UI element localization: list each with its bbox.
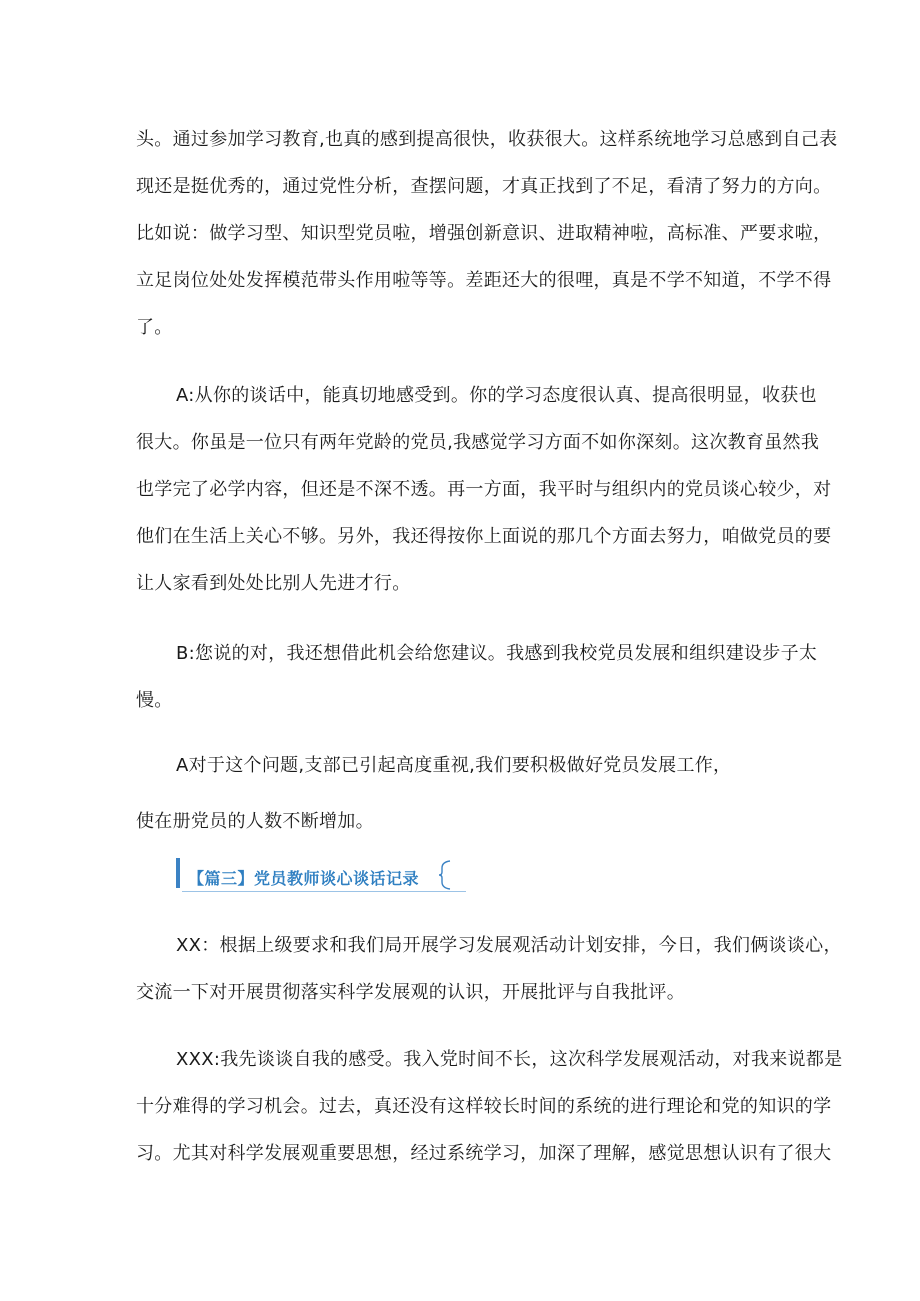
section-title: 【篇三】党员教师谈心谈话记录 [188,869,420,888]
paragraph-a-response [136,372,832,607]
text-line: 交流一下对开展贯彻落实科学发展观的认识，开展批评与自我批评。 [136,982,685,1003]
text-line: 使在册党员的人数不断增加。 [136,811,374,832]
text-line: B:您说的对，我还想借此机会给您建议。我感到我校党员发展和组织建设步子太 [176,643,818,664]
heading-accent-bar [176,858,180,888]
text-line: 立足岗位处处发挥模范带头作用啦等等。差距还大的很哩，真是不学不知道，不学不得 [136,270,832,291]
bracket-icon [438,860,452,890]
text-line: 他们在生活上关心不够。另外，我还得按你上面说的那几个方面去努力，咱做党员的要 [136,526,832,547]
text-line: A对于这个问题,支部已引起高度重视,我们要积极做好党员发展工作， [176,755,732,776]
text-line: 比如说：做学习型、知识型党员啦，增强创新意识、进取精神啦，高标准、严要求啦， [136,223,832,244]
text-line: 很大。你虽是一位只有两年党龄的党员,我感觉学习方面不如你深刻。这次教育虽然我 [136,432,820,453]
text-line: 习。尤其对科学发展观重要思想，经过系统学习，加深了理解，感觉思想认识有了很大 [136,1143,832,1164]
text-line: XXX:我先谈谈自我的感受。我入党时间不长，这次科学发展观活动，对我来说都是 [176,1049,843,1070]
paragraph-a-reply-continued [136,798,786,845]
text-line: 了。 [136,317,173,338]
text-line: 十分难得的学习机会。过去，真还没有这样较长时间的系统的进行理论和党的知识的学 [136,1096,832,1117]
section-heading [176,858,466,894]
heading-underline [182,891,466,892]
text-line: A:从你的谈话中，能真切地感受到。你的学习态度很认真、提高很明显，收获也 [176,385,817,406]
text-line: 头。通过参加学习教育,也真的感到提高很快，收获很大。这样系统地学习总感到自己表 [136,129,838,150]
text-line: 慢。 [136,690,173,711]
text-line: 让人家看到处处比别人先进才行。 [136,573,411,594]
text-line: XX：根据上级要求和我们局开展学习发展观活动计划安排，今日，我们俩谈谈心， [176,935,842,956]
paragraph-reflection [136,116,838,351]
paragraph-b-suggestion [136,630,818,724]
text-line: 现还是挺优秀的，通过党性分析，查摆问题，才真正找到了不足，看清了努力的方向。 [136,176,832,197]
text-line: 也学完了必学内容，但还是不深不透。再一方面，我平时与组织内的党员谈心较少，对 [136,479,832,500]
paragraph-a-reply [136,742,786,789]
paragraph-xx-intro [136,922,842,1016]
paragraph-xxx-feeling [136,1036,843,1177]
